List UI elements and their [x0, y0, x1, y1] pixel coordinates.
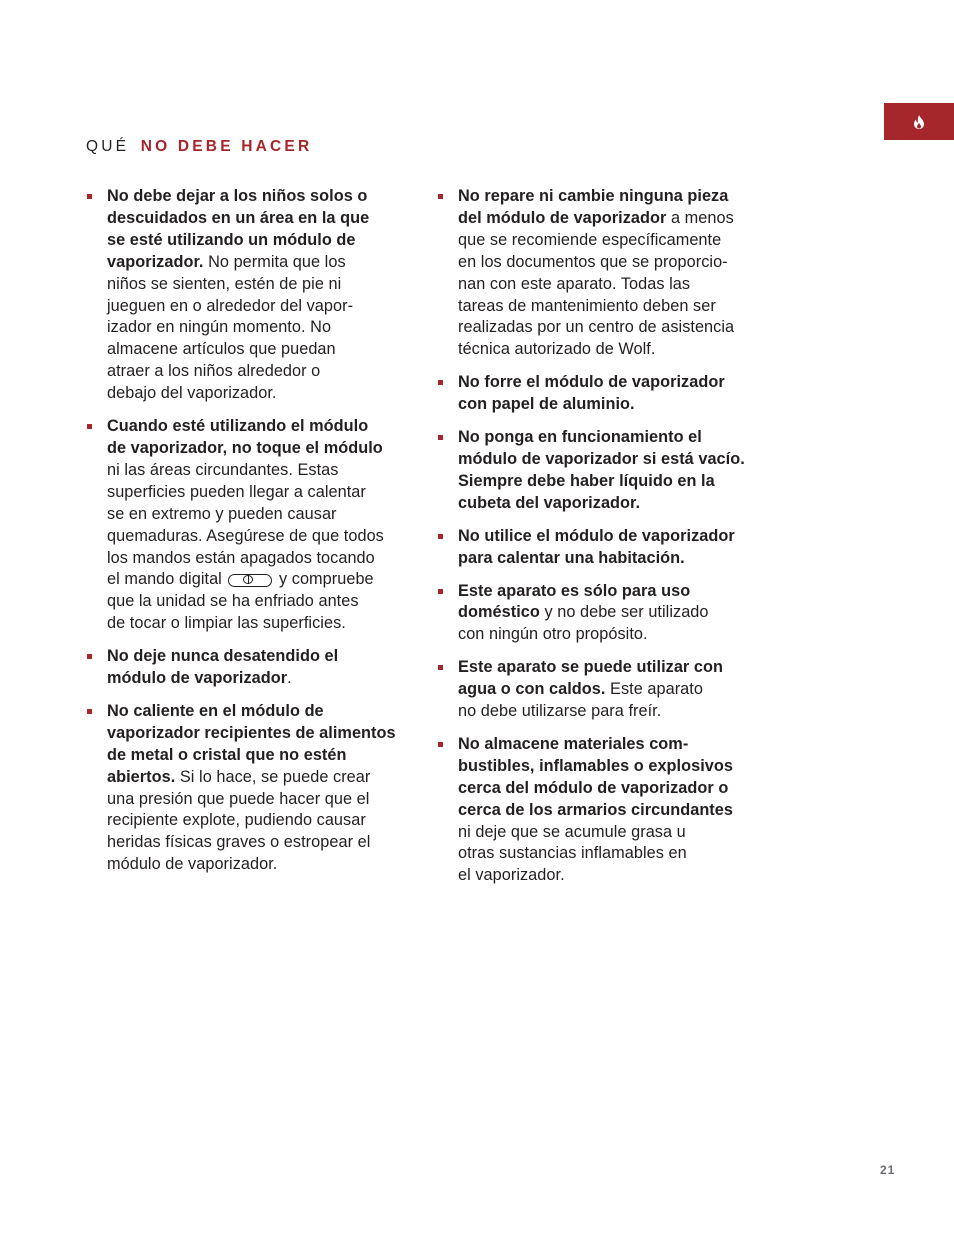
item-text: No permita que los niños se sienten, estén de pie ni jueguen en o alrededor del vapor- izador en ningún momento. No almacene artículos que puedan atraer a los niños alrededor o debajo del vaporizador. — [107, 252, 354, 403]
item-bold-text: Este aparato se puede utilizar con agua o con caldos. — [458, 658, 723, 699]
bullet-icon — [438, 534, 443, 539]
item-bold-text: No ponga en funcionamiento el módulo de vaporizador si está vacío. Siempre debe haber líquido en la cubeta del vaporizador. — [458, 428, 745, 512]
item-bold-text: No repare ni cambie ninguna pieza del módulo de vaporizador — [458, 187, 729, 227]
item-text: . — [287, 669, 292, 688]
section-title-accent: NO DEBE HACER — [140, 138, 313, 155]
list-item — [85, 701, 415, 876]
item-text: y compruebe que la unidad se ha enfriado antes de tocar o limpiar las superficies. — [107, 570, 374, 633]
item-bold-text: Cuando esté utilizando el módulo de vaporizador, no toque el módulo — [107, 417, 383, 457]
list-item — [85, 416, 415, 635]
left-column — [85, 186, 415, 887]
item-bold-text: No utilice el módulo de vaporizador para calentar una habitación. — [458, 526, 735, 567]
bullet-icon — [438, 742, 443, 747]
item-text: Si lo hace, se puede crear una presión que puede hacer que el recipiente explote, pudiendo causar heridas físicas graves o estropear el módulo de vaporizador. — [107, 767, 371, 874]
item-text: ni deje que se acumule grasa u otras sustancias inflamables en el vaporizador. — [458, 822, 687, 885]
item-bold-text: No almacene materiales com- bustibles, inflamables o explosivos cerca del módulo de vaporizador o cerca de los armarios circundantes — [458, 734, 733, 819]
bullet-icon — [438, 665, 443, 670]
list-item — [436, 526, 766, 570]
bullet-icon — [438, 589, 443, 594]
bullet-icon — [438, 380, 443, 385]
section-tab — [884, 103, 954, 140]
item-bold-text: No deje nunca desatendido el módulo de vaporizador — [107, 647, 339, 688]
item-text: y no debe ser utilizado con ningún otro propósito. — [458, 603, 709, 644]
item-text: a menos que se recomiende específicamente en los documentos que se proporcio- nan con este aparato. Todas las tareas de mantenimiento deben ser realizadas por un centro de asistencia técnica autorizado de Wolf. — [458, 208, 735, 359]
item-bold-text: No forre el módulo de vaporizador con papel de aluminio. — [458, 373, 725, 414]
section-title — [86, 138, 312, 156]
bullet-icon — [87, 424, 92, 429]
bullet-icon — [438, 435, 443, 440]
page-number: 21 — [880, 1163, 896, 1177]
list-item — [436, 186, 766, 361]
list-item — [85, 646, 415, 690]
bullet-icon — [87, 709, 92, 714]
dial-off-icon — [228, 574, 272, 587]
bullet-icon — [87, 194, 92, 199]
item-text: ni las áreas circundantes. Estas superficies pueden llegar a calentar se en extremo y pueden causar quemaduras. Asegúrese de que todos los mandos están apagados tocando el mando digital — [107, 460, 384, 589]
item-bold-text: Este aparato es sólo para uso doméstico — [458, 581, 691, 622]
list-item — [436, 372, 766, 416]
item-text: Este aparato no debe utilizarse para freír. — [458, 680, 703, 721]
section-title-prefix: QUÉ — [86, 138, 130, 155]
list-item — [436, 657, 766, 723]
list-item — [85, 186, 415, 405]
item-bold-text: No debe dejar a los niños solos o descuidados en un área en la que se esté utilizando un módulo de vaporizador. — [107, 187, 370, 271]
list-item — [436, 734, 766, 887]
bullet-icon — [87, 654, 92, 659]
bullet-icon — [438, 194, 443, 199]
item-bold-text: No caliente en el módulo de vaporizador recipientes de alimentos de metal o cristal que no estén abiertos. — [107, 701, 396, 786]
list-item — [436, 581, 766, 647]
flame-icon — [913, 115, 925, 129]
list-item — [436, 427, 766, 515]
right-column — [436, 186, 766, 898]
